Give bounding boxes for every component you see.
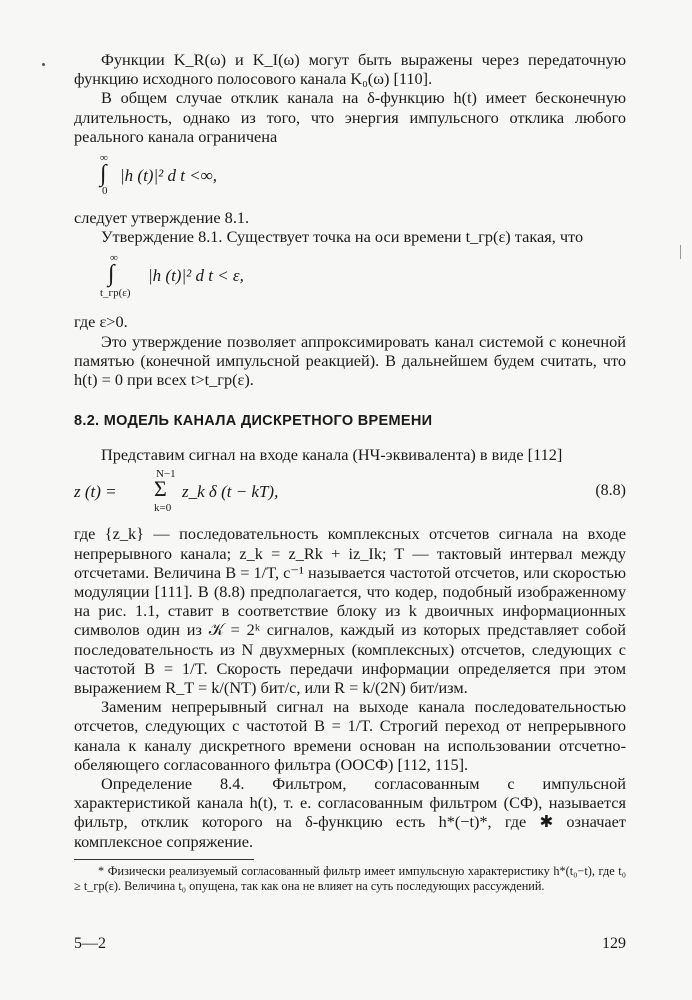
paragraph-3: следует утверждение 8.1. — [74, 208, 250, 228]
integral-upper-limit: ∞ — [110, 252, 118, 265]
formula-tail-bound — [74, 252, 626, 304]
page-body — [74, 50, 626, 894]
integral-upper-limit: ∞ — [100, 152, 108, 165]
formula-body: |h (t)|² d t <∞, — [120, 166, 218, 186]
formula-energy-bound — [74, 152, 626, 200]
sum-sign: Σ — [154, 476, 167, 502]
footnote: * Физически реализуемый согласованный фильтр имеет импульсную характеристику h*(t₀−t), где t₀ ≥ t_гр(ε). Величина t₀ опущена, так как она не влияет на суть последующих рассуждений. — [74, 863, 626, 893]
paragraph-4-statement: Утверждение 8.1. Существует точка на оси времени t_гр(ε) такая, что — [101, 227, 584, 247]
signature-mark: 5—2 — [74, 935, 106, 952]
paragraph-1: Функции K_R(ω) и K_I(ω) могут быть выражены через передаточную функцию исходного полосового канала K₀(ω) [110]. — [74, 50, 626, 89]
paragraph-10-definition: Определение 8.4. Фильтром, согласованным с импульсной характеристикой канала h(t), т. е. согласованным фильтром (СФ), называется фильтр, отклик которого на δ-функцию есть h*(−t)*, где ✱ означает комплексное сопряжение. — [74, 774, 626, 851]
section-heading: 8.2. МОДЕЛЬ КАНАЛА ДИСКРЕТНОГО ВРЕМЕНИ — [74, 413, 433, 430]
page-footer — [74, 935, 626, 953]
paragraph-8: где {z_k} — последовательность комплексных отсчетов сигнала на входе непрерывного канала; z_k = z_Rk + iz_Ik; T — тактовый интервал между отсчетами. Величина B = 1/T, c⁻¹ называется частотой отсчетов, или скоростью модуляции [111]. В (8.8) предполагается, что кодер, подобный изображенному на рис. 1.1, ставит в соответствие блоку из k двоичных информационных символов один из 𝒦 = 2ᵏ сигналов, каждый из которых представляет собой последовательность из N двухмерных (комплексных) отсчетов, следующих с частотой B = 1/T. Скорость передачи информации определяется при этом выражением R_T = k/(NT) бит/с, или R = k/(2N) бит/изм. — [74, 524, 626, 698]
paragraph-9: Заменим непрерывный сигнал на выходе канала последовательностью отсчетов, следующих с частотой B = 1/T. Строгий переход от непрерывного канала к каналу дискретного времени основан на использовании отсчетно-обеляющего согласованного фильтра (ООСФ) [112, 115]. — [74, 697, 626, 774]
integral-lower-limit: t_гр(ε) — [100, 287, 131, 300]
footnote-divider — [74, 859, 254, 860]
sum-lower-limit: k=0 — [154, 502, 172, 515]
integral-sign: ∫ — [100, 161, 107, 188]
paragraph-5: где ε>0. — [74, 312, 128, 332]
integral-lower-limit: 0 — [102, 185, 108, 198]
integral-sign: ∫ — [108, 261, 115, 288]
scan-speck — [42, 63, 45, 66]
equation-number: (8.8) — [595, 482, 626, 500]
formula-lhs: z (t) = — [74, 482, 117, 502]
paragraph-7: Представим сигнал на входе канала (НЧ-эквивалента) в виде [112] — [101, 445, 563, 465]
page-number: 129 — [602, 935, 626, 952]
sum-upper-limit: N−1 — [156, 468, 176, 481]
paragraph-6: Это утверждение позволяет аппроксимировать канал системой с конечной памятью (конечной импульсной реакцией). В дальнейшем будем считать, что h(t) = 0 при всех t>t_гр(ε). — [74, 331, 626, 390]
formula-body: z_k δ (t − kT), — [182, 482, 279, 502]
paragraph-2: В общем случае отклик канала на δ-функцию h(t) имеет бесконечную длительность, однако из того, что энергия импульсного отклика любого реального канала ограничена — [74, 88, 626, 146]
formula-8-8 — [74, 468, 626, 518]
scan-mark — [680, 245, 681, 259]
formula-body: |h (t)|² d t < ε, — [148, 266, 244, 286]
